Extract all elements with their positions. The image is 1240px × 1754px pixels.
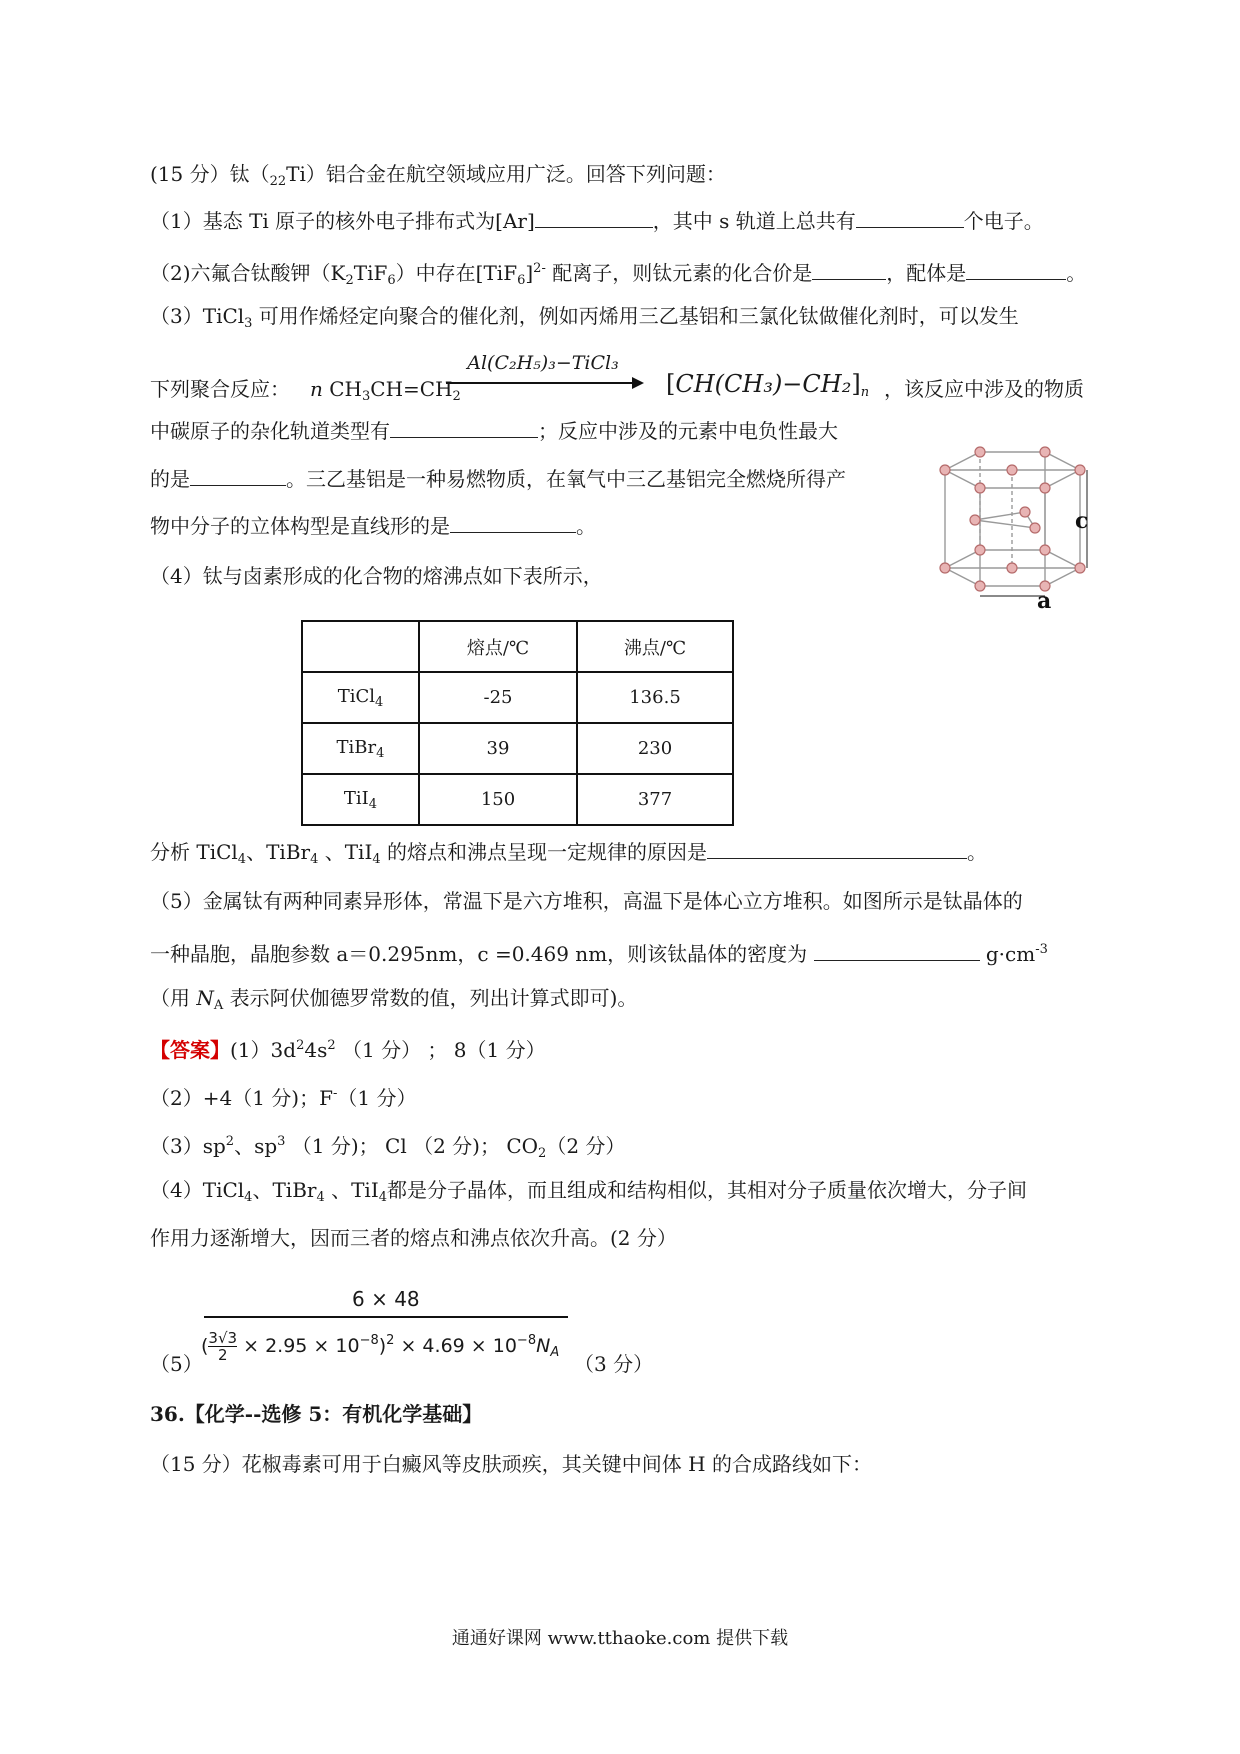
fraction-bar xyxy=(204,1316,568,1318)
table-row xyxy=(302,672,733,723)
compound-cell: TiI$_4$ xyxy=(302,774,419,825)
answer-blank xyxy=(390,417,538,438)
compound-cell: TiCl$_4$ xyxy=(302,672,419,723)
boiling-point-cell: 377 xyxy=(577,774,733,825)
q35-part2: （2)六氟合钛酸钾$(K_2TiF_6)$中存在$[TiF_6]^{2-}$ 配离子，则钛元素的化合价是 ，配体是 。 xyxy=(150,261,1087,288)
table-header-cell: 沸点/℃ xyxy=(577,621,733,672)
q35-part4-question: 分析 TiCl$_4$、TiBr$_4$ 、TiI$_4$ 的熔点和沸点呈现一定规律的原因是 。 xyxy=(150,840,987,867)
root-fraction: $\frac{3√3}{2}$ xyxy=(208,1329,238,1364)
reaction-tail: ，该反应中涉及的物质 xyxy=(884,377,1084,401)
q35-part5-line3: （用 $N_A$ 表示阿伏伽德罗常数的值，列出计算式即可)。 xyxy=(150,986,638,1013)
hcp-unit-cell-figure xyxy=(925,440,1095,610)
q35-part3: （3）TiCl$_3$ 可用作烯烃定向聚合的催化剂，例如丙烯用三乙基铝和三氯化钛做催化剂时，可以发生 xyxy=(150,304,1019,331)
q35-part3-line4: 物中分子的立体构型是直线形的是 。 xyxy=(150,514,596,538)
q36-title: 36.【化学--选修 5：有机化学基础】 xyxy=(150,1402,483,1426)
answer-blank xyxy=(450,512,576,533)
cell-param-c: c xyxy=(1075,508,1089,534)
melting-point-cell: 39 xyxy=(419,723,577,774)
table-row xyxy=(302,774,733,825)
cell-param-a: a xyxy=(1037,588,1052,610)
compound-cell: TiBr$_4$ xyxy=(302,723,419,774)
answer-2: （2）+4（1 分)；F-（1 分） xyxy=(150,1086,417,1110)
q35-part3-line2: 中碳原子的杂化轨道类型有 ；反应中涉及的元素中电负性最大 xyxy=(150,419,838,443)
density-denominator: ( $\frac{3√3}{2} \times 2.95 \times 10^{-8})^2 \times 4.69 \times 10^{-8}N_A$ xyxy=(201,1329,560,1364)
q36-intro: （15 分）花椒毒素可用于白癜风等皮肤顽疾，其关键中间体 H 的合成路线如下： xyxy=(150,1452,872,1476)
answer-4: （4）TiCl$_4$、TiBr$_4$ 、TiI$_4$都是分子晶体，而且组成和结构相似，其相对分子质量依次增大，分子间 xyxy=(150,1178,1028,1205)
boiling-point-cell: 136.5 xyxy=(577,672,733,723)
q35-intro: (15 分）钛$(_{22}Ti)$铝合金在航空领域应用广泛。回答下列问题： xyxy=(150,162,726,189)
reaction-line: 下列聚合反应： n $CH_3CH=CH_2$ xyxy=(150,377,461,404)
table-header-cell: 熔点/℃ xyxy=(419,621,577,672)
table-row xyxy=(302,723,733,774)
answer-tag: 【答案】 xyxy=(150,1038,230,1062)
q35-part4: （4）钛与卤素形成的化合物的熔沸点如下表所示， xyxy=(150,564,603,588)
answer-blank xyxy=(535,207,653,228)
q35-part5: （5）金属钛有两种同素异形体，常温下是六方堆积，高温下是体心立方堆积。如图所示是钛晶体的 xyxy=(150,889,1023,913)
answer-3: $(3)sp^2$、$sp^3$ （1 分)； Cl （2 分)； $CO_2(2$ 分） xyxy=(150,1134,626,1161)
answer-5-label: （5） xyxy=(150,1352,203,1376)
boiling-point-cell: 230 xyxy=(577,723,733,774)
melting-point-cell: -25 xyxy=(419,672,577,723)
table-header-row xyxy=(302,621,733,672)
q35-part5-line2: 一种晶胞，晶胞参数 a＝0.295nm，c =0.469 nm，则该钛晶体的密度为 $g\cdot cm^{-3}$ xyxy=(150,942,1048,966)
answer-blank xyxy=(856,207,964,228)
answer-4-line2: 作用力逐渐增大，因而三者的熔点和沸点依次升高。(2 分） xyxy=(150,1226,677,1250)
answer-blank xyxy=(814,940,980,961)
answer-5-score: （3 分） xyxy=(574,1352,654,1376)
melting-boiling-table xyxy=(301,620,734,826)
polymer-product: $[CH(CH_3)-CH_2]_n$ xyxy=(666,370,870,400)
answer-blank xyxy=(707,838,967,859)
page-footer: 通通好课网 www.tthaoke.com 提供下载 xyxy=(451,1628,789,1649)
answer-blank xyxy=(966,259,1066,280)
table-header-cell xyxy=(302,621,419,672)
reaction-arrow-icon xyxy=(446,376,646,390)
q35-part1: （1）基态 Ti 原子的核外电子排布式为[Ar] ，其中 s 轨道上总共有 个电子。 xyxy=(150,209,1044,233)
reaction-catalyst: Al(C₂H₅)₃−TiCl₃ xyxy=(467,352,619,374)
answer-1: 【答案】$(1)3d^24s^2$ （1 分） ； 8（1 分） xyxy=(150,1038,546,1062)
q35-part3-line3: 的是 。三乙基铝是一种易燃物质，在氧气中三乙基铝完全燃烧所得产 xyxy=(150,467,846,491)
melting-point-cell: 150 xyxy=(419,774,577,825)
density-numerator: 6 × 48 xyxy=(352,1287,420,1311)
answer-blank xyxy=(190,465,286,486)
answer-blank xyxy=(812,259,886,280)
